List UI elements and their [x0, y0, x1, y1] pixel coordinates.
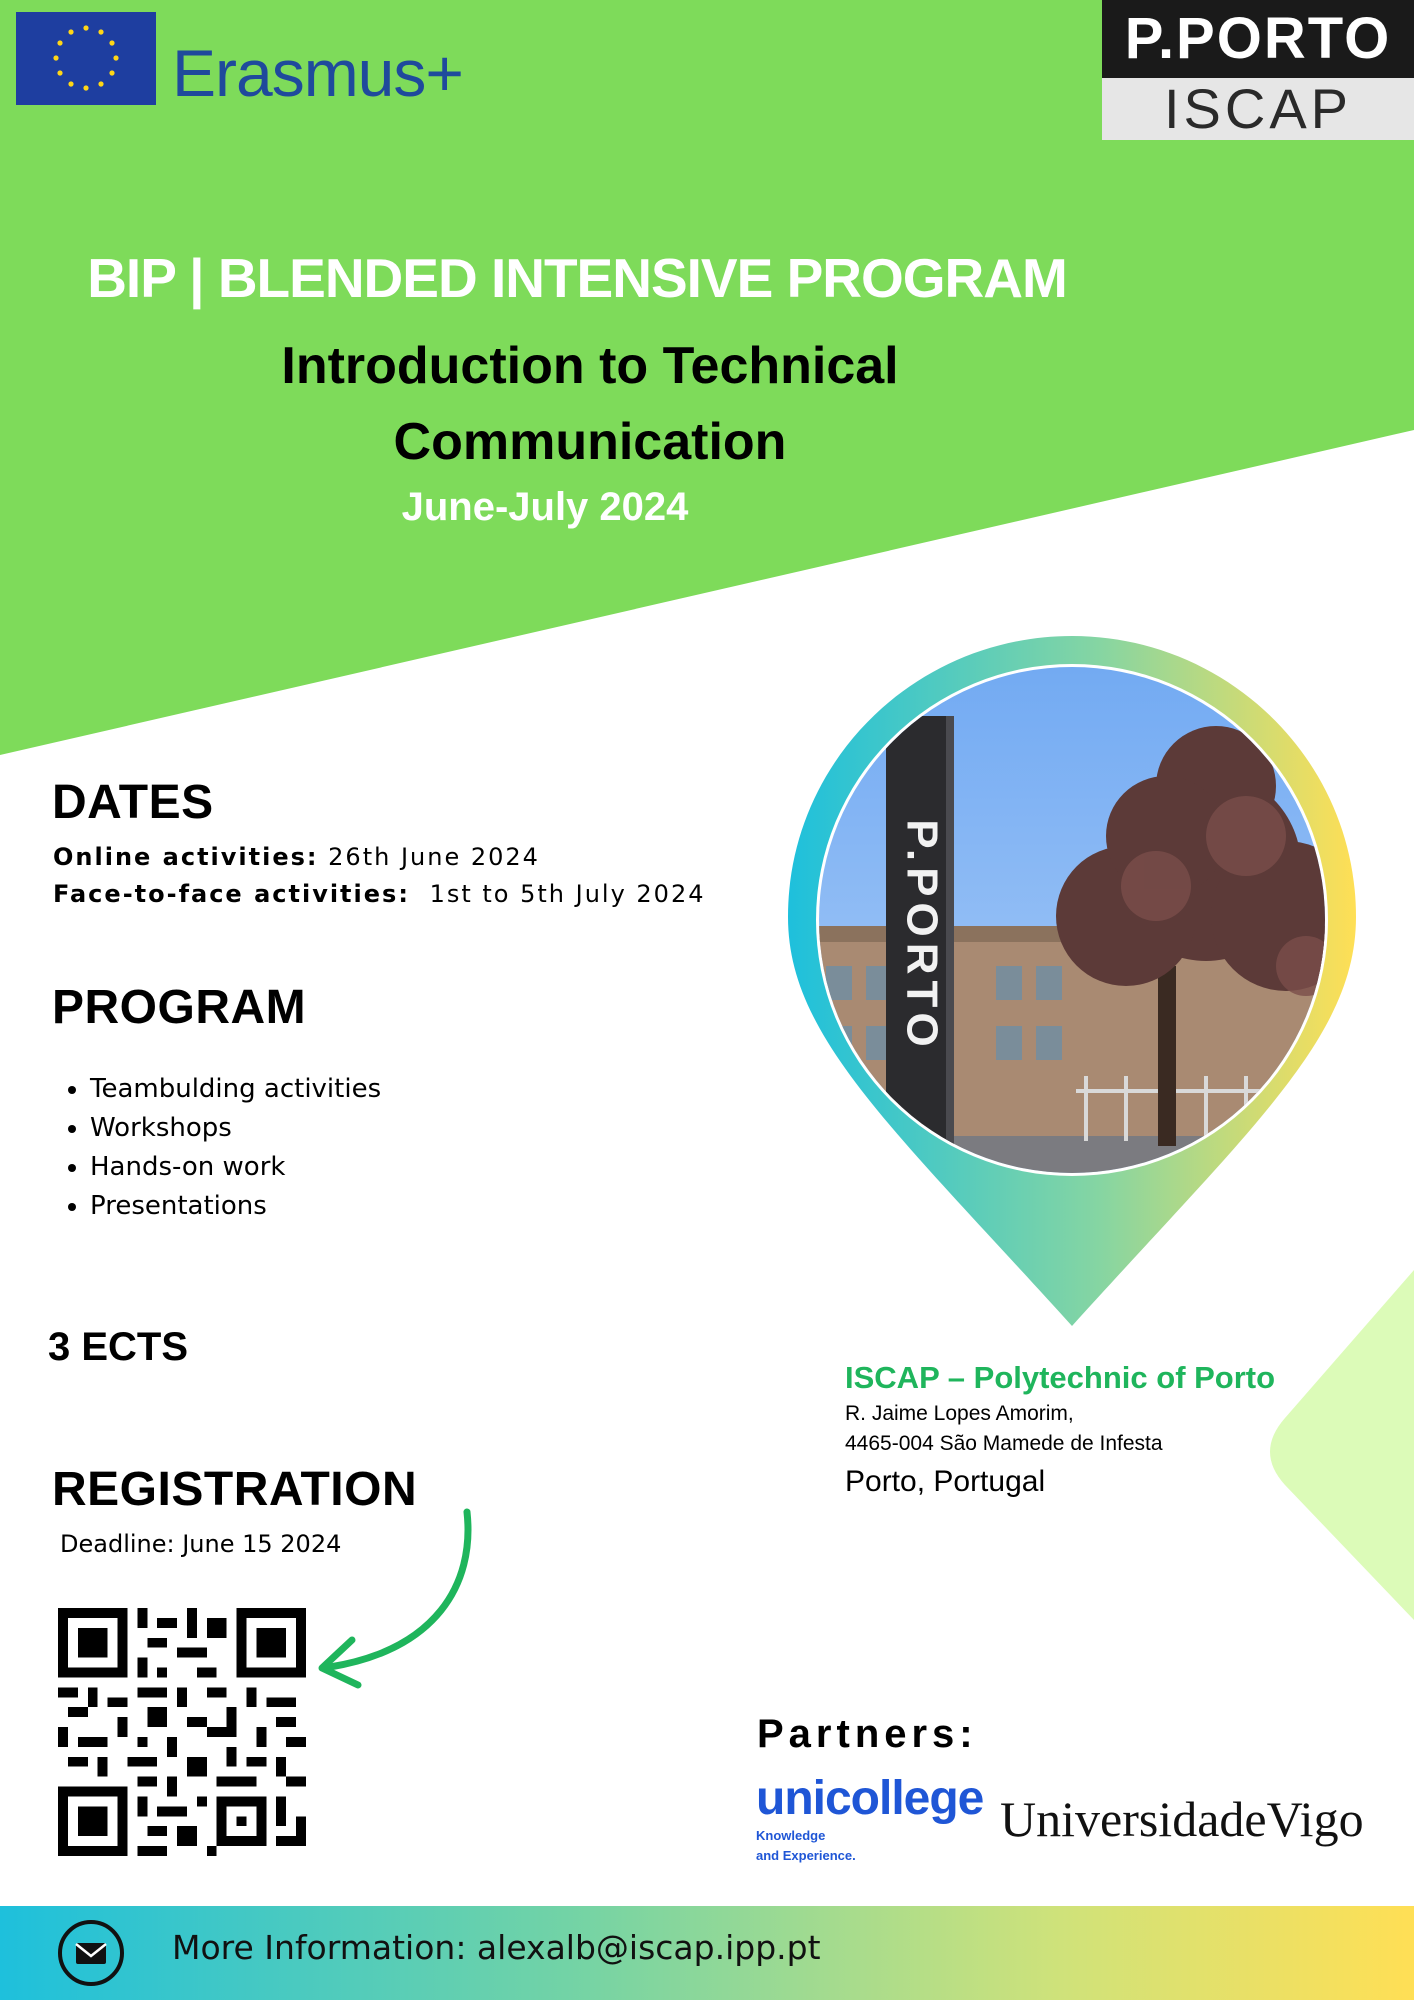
date-range: June-July 2024 [401, 485, 689, 529]
arrow-icon [300, 1500, 490, 1690]
location-pin-photo [786, 636, 1358, 1326]
registration-deadline: Deadline: June 15 2024 [60, 1530, 342, 1558]
location-name: ISCAP – Polytechnic of Porto [845, 1360, 1276, 1395]
unicollege-tagline-2: and Experience. [756, 1848, 856, 1863]
f2f-activities-line [53, 880, 705, 908]
f2f-activities-label: Face-to-face activities: [53, 880, 410, 908]
online-activities-value: 26th June 2024 [328, 843, 540, 871]
contact-email[interactable]: More Information: alexalb@iscap.ipp.pt [172, 1928, 821, 1967]
registration-qr-code[interactable] [58, 1608, 306, 1856]
partners-label: Partners: [757, 1712, 978, 1756]
dates-heading: DATES [52, 776, 214, 829]
registration-heading: REGISTRATION [52, 1463, 418, 1516]
logo-porto-text: P.PORTO [1102, 0, 1414, 78]
erasmus-logo-text: Erasmus+ [172, 36, 463, 110]
course-title [160, 328, 1020, 480]
address-street: R. Jaime Lopes Amorim, [845, 1402, 1074, 1425]
program-item: • Workshops [90, 1109, 381, 1148]
page-title: BIP | BLENDED INTENSIVE PROGRAM [87, 247, 1067, 309]
photo-sign-text: P.PORTO [897, 819, 947, 1053]
program-item: • Hands-on work [90, 1148, 381, 1187]
ects-credits: 3 ECTS [48, 1325, 189, 1369]
unicollege-logo [756, 1772, 984, 1863]
course-title-line2: Communication [393, 413, 787, 471]
address-city: Porto, Portugal [845, 1465, 1046, 1498]
program-heading: PROGRAM [52, 981, 307, 1034]
eu-flag-icon [16, 12, 156, 105]
unicollege-tagline-1: Knowledge [756, 1828, 826, 1843]
mail-icon [57, 1919, 125, 1987]
program-item: • Presentations [90, 1187, 381, 1226]
f2f-activities-value: 1st to 5th July 2024 [429, 880, 706, 908]
online-activities-line [53, 843, 540, 871]
program-list [60, 1070, 381, 1226]
porto-iscap-logo [1102, 0, 1414, 140]
address-postal: 4465-004 São Mamede de Infesta [845, 1432, 1163, 1455]
logo-iscap-text: ISCAP [1102, 78, 1414, 140]
universidade-vigo-logo: UniversidadeVigo [1000, 1791, 1364, 1847]
unicollege-name: unicollege [756, 1772, 984, 1825]
course-title-line1: Introduction to Technical [281, 337, 899, 395]
online-activities-label: Online activities: [53, 843, 319, 871]
program-item: • Teambulding activities [90, 1070, 381, 1109]
